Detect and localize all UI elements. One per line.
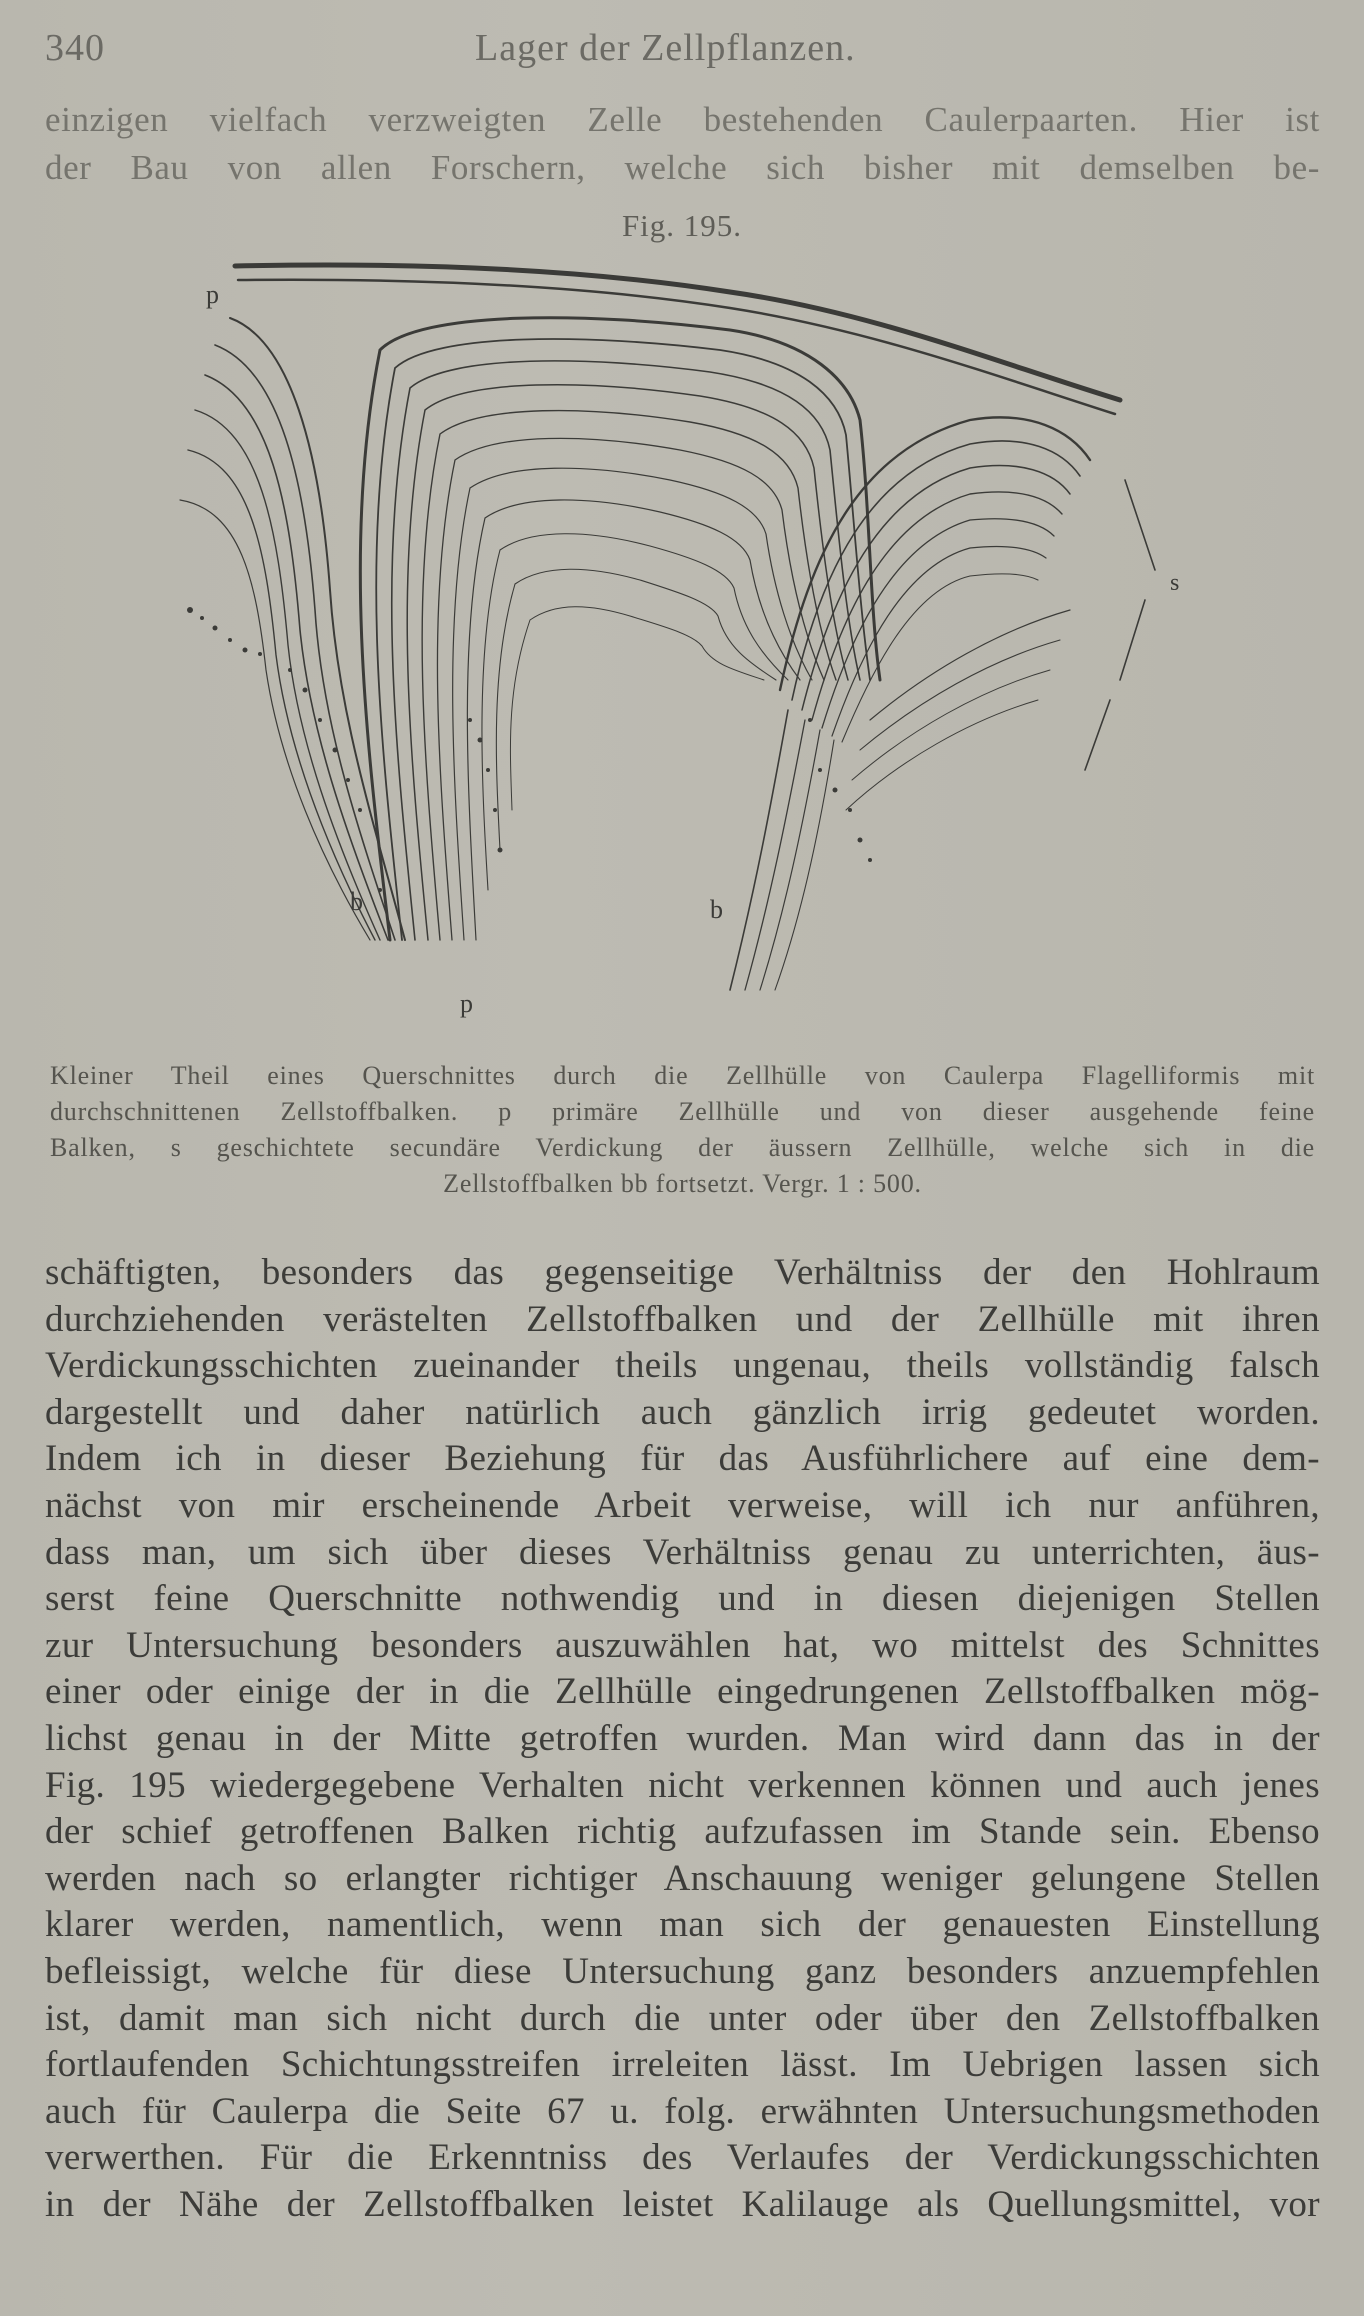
figure-label: Fig. 195. (621, 208, 743, 243)
body-line: serst feine Querschnitte nothwendig und in diesen diejenigen Stellen (45, 1578, 1320, 1620)
body-line: dass man, um sich über dieses Verhältniss genau zu unterrichten, äus- (45, 1531, 1320, 1573)
figure-letter-s: s (1170, 570, 1180, 596)
body-line: schäftigten, besonders das gegenseitige Verhältniss der den Hohlraum (45, 1252, 1320, 1293)
right-arch-layers (730, 417, 1090, 990)
text-line: einzigen vielfach verzweigten Zelle bestehenden Caulerpaarten. Hier ist (45, 100, 1320, 139)
body-text (45, 1250, 1320, 2228)
figure-letter-p-bottom: p (460, 989, 473, 1018)
figure-illustration (170, 250, 1190, 1040)
running-head: Lager der Zellpflanzen. (475, 27, 856, 69)
figure-letter-b-right: b (710, 895, 723, 924)
body-line: der schief getroffenen Balken richtig aufzufassen im Stande sein. Ebenso (45, 1811, 1320, 1853)
body-line: befleissigt, welche für diese Untersuchung ganz besonders anzuempfehlen (45, 1950, 1320, 1992)
body-line: Fig. 195 wiedergegebene Verhalten nicht verkennen können und auch jenes (45, 1764, 1320, 1806)
right-lower-layers (846, 610, 1070, 810)
body-line: klarer werden, namentlich, wenn man sich der genauesten Einstellung (45, 1904, 1320, 1946)
figure-letter-b-left: b (350, 887, 363, 916)
top-text (45, 96, 1320, 192)
figure-caption (50, 1058, 1315, 1202)
body-line: durchziehenden verästelten Zellstoffbalken und der Zellhülle mit ihren (45, 1298, 1320, 1340)
body-line: ist, damit man sich nicht durch die unter oder über den Zellstoffbalken (45, 1997, 1320, 2039)
body-line: dargestellt und daher natürlich auch gänzlich irrig gedeutet worden. (45, 1391, 1320, 1433)
body-line: einer oder einige der in die Zellhülle eingedrungenen Zellstoffbalken mög- (45, 1671, 1320, 1713)
body-line: auch für Caulerpa die Seite 67 u. folg. erwähnten Untersuchungsmethoden (45, 2090, 1320, 2132)
cell-wall-section-drawing (170, 250, 1190, 1040)
body-line: in der Nähe der Zellstoffbalken leistet Kalilauge als Quellungsmittel, vor (45, 2183, 1320, 2225)
body-line: lichst genau in der Mitte getroffen wurden. Man wird dann das in der (45, 1717, 1320, 1759)
caption-line: Zellstoffbalken bb fortsetzt. Vergr. 1 : 500. (443, 1169, 922, 1198)
primary-wall-line (235, 265, 1120, 400)
caption-line: Balken, s geschichtete secundäre Verdickung der äussern Zellhülle, welche sich in die (50, 1133, 1315, 1162)
body-line: Verdickungsschichten zueinander theils ungenau, theils vollständig falsch (45, 1345, 1320, 1387)
body-line: werden nach so erlangter richtiger Anschauung weniger gelungene Stellen (45, 1857, 1320, 1899)
body-line: zur Untersuchung besonders auszuwählen hat, wo mittelst des Schnittes (45, 1624, 1320, 1666)
central-arch-layers (360, 318, 880, 940)
primary-wall-line (238, 280, 1115, 414)
body-line: fortlaufenden Schichtungsstreifen irreleiten lässt. Im Uebrigen lassen sich (45, 2044, 1320, 2086)
caption-line: Kleiner Theil eines Querschnittes durch die Zellhülle von Caulerpa Flagelliformis mit (50, 1061, 1315, 1090)
caption-line: durchschnittenen Zellstoffbalken. p primäre Zellhülle und von dieser ausgehende feine (50, 1097, 1315, 1126)
body-line: Indem ich in dieser Beziehung für das Ausführlichere auf eine dem- (45, 1438, 1320, 1480)
s-indicator-dashes (1085, 480, 1155, 770)
fragment-stipple (187, 607, 872, 892)
page-number: 340 (45, 27, 105, 69)
body-line: nächst von mir erscheinende Arbeit verweise, will ich nur anführen, (45, 1484, 1320, 1526)
figure-letter-p-top: p (206, 280, 219, 309)
body-line: verwerthen. Für die Erkenntniss des Verlaufes der Verdickungsschichten (45, 2137, 1320, 2179)
page-header (45, 26, 1315, 76)
text-line: der Bau von allen Forschern, welche sich bisher mit demselben be- (45, 148, 1320, 187)
